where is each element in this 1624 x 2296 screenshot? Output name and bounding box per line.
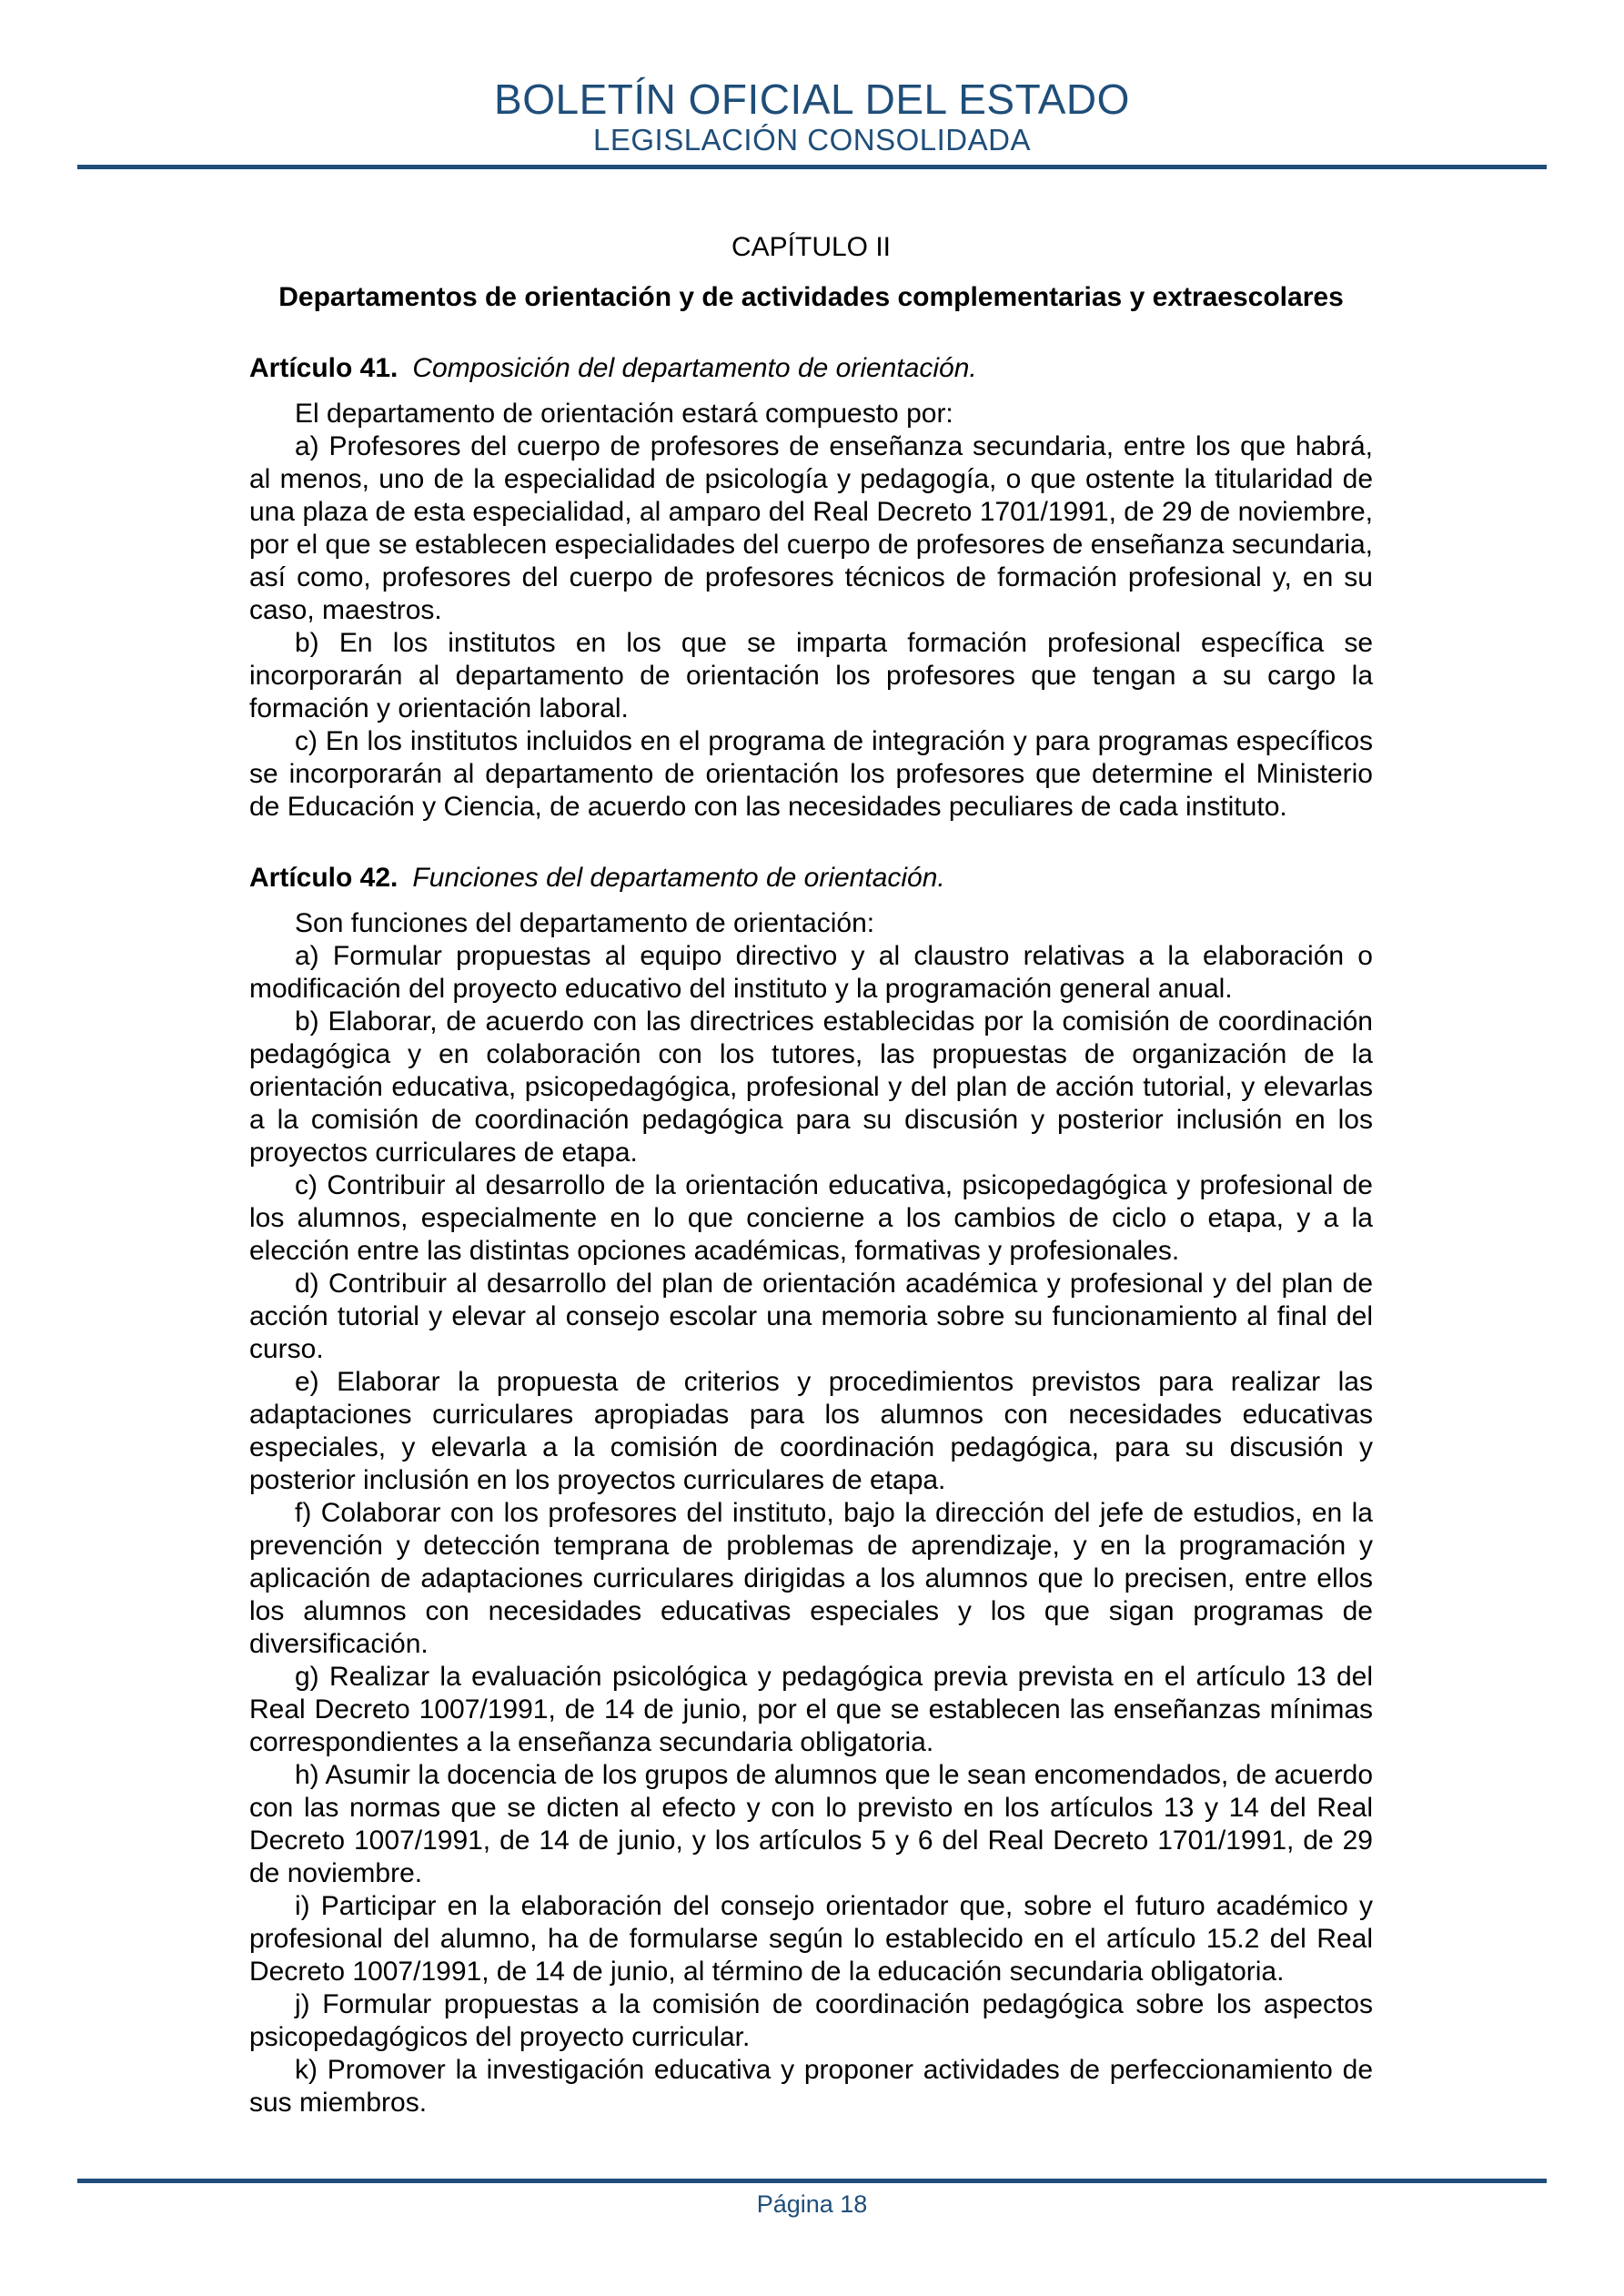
- article-paragraph: h) Asumir la docencia de los grupos de alumnos que le sean encomendados, de acuerdo con las normas que se dicten al efecto y con lo previsto en los artículos 13 y 14 del Real Decreto 1007/1991, de 14 de junio, y los artículos 5 y 6 del Real Decreto 1701/1991, de 29 de noviembre.: [249, 1760, 1373, 1888]
- article-42: [249, 862, 1373, 2119]
- article-number: Artículo 41.: [249, 353, 398, 383]
- article-paragraph: k) Promover la investigación educativa y proponer actividades de perfeccionamiento de sus miembros.: [249, 2055, 1373, 2118]
- article-paragraph: a) Profesores del cuerpo de profesores de enseñanza secundaria, entre los que habrá, al menos, uno de la especialidad de psicología y pedagogía, o que ostente la titularidad de una plaza de esta especialidad, al amparo del Real Decreto 1701/1991, de 29 de noviembre, por el que se establecen especialidades del cuerpo de profesores de enseñanza secundaria, así como, profesores del cuerpo de profesores técnicos de formación profesional y, en su caso, maestros.: [249, 431, 1373, 625]
- article-paragraph: g) Realizar la evaluación psicológica y pedagógica previa prevista en el artículo 13 del Real Decreto 1007/1991, de 14 de junio, por el que se establecen las enseñanzas mínimas correspondientes a la enseñanza secundaria obligatoria.: [249, 1662, 1373, 1757]
- article-heading: [249, 352, 1373, 385]
- article-paragraph: b) En los institutos en los que se imparta formación profesional específica se incorporarán al departamento de orientación los profesores que tengan a su cargo la formación y orientación laboral.: [249, 628, 1373, 723]
- document-body: [249, 231, 1373, 2119]
- article-paragraph: c) En los institutos incluidos en el programa de integración y para programas específicos se incorporarán al departamento de orientación los profesores que determine el Ministerio de Educación y Ciencia, de acuerdo con las necesidades peculiares de cada instituto.: [249, 726, 1373, 822]
- page-number: Página 18: [756, 2190, 868, 2218]
- article-title: Funciones del departamento de orientación.: [412, 863, 945, 893]
- article-heading: [249, 862, 1373, 895]
- article-paragraph: f) Colaborar con los profesores del instituto, bajo la dirección del jefe de estudios, en la prevención y detección temprana de problemas de aprendizaje, y en la programación y aplicación de adaptaciones curriculares dirigidas a los alumnos que lo precisen, entre ellos los alumnos con necesidades educativas especiales y los que sigan programas de diversificación.: [249, 1498, 1373, 1659]
- boe-masthead-title: BOLETÍN OFICIAL DEL ESTADO: [494, 76, 1130, 123]
- article-41: [249, 352, 1373, 824]
- chapter-title: Departamentos de orientación y de actividades complementarias y extraescolares: [278, 282, 1344, 312]
- document-header: [0, 0, 1624, 155]
- article-paragraph: i) Participar en la elaboración del consejo orientador que, sobre el futuro académico y profesional del alumno, ha de formularse según lo establecido en el artículo 15.2 del Real Decreto 1007/1991, de 14 de junio, al término de la educación secundaria obligatoria.: [249, 1891, 1373, 1987]
- article-paragraph: b) Elaborar, de acuerdo con las directrices establecidas por la comisión de coordinación pedagógica y en colaboración con los tutores, las propuestas de organización de la orientación educativa, psicopedagógica, profesional y del plan de acción tutorial, y elevarlas a la comisión de coordinación pedagógica para su discusión y posterior inclusión en los proyectos curriculares de etapa.: [249, 1006, 1373, 1168]
- article-paragraph: d) Contribuir al desarrollo del plan de orientación académica y profesional y del plan de acción tutorial y elevar al consejo escolar una memoria sobre su funcionamiento al final del curso.: [249, 1269, 1373, 1364]
- article-paragraph: El departamento de orientación estará compuesto por:: [295, 399, 953, 429]
- article-title: Composición del departamento de orientación.: [412, 353, 977, 383]
- footer-divider-rule: [77, 2179, 1547, 2183]
- boe-masthead-subtitle: LEGISLACIÓN CONSOLIDADA: [593, 123, 1031, 157]
- article-paragraph: e) Elaborar la propuesta de criterios y procedimientos previstos para realizar las adaptaciones curriculares apropiadas para los alumnos con necesidades educativas especiales, y elevarla a la comisión de coordinación pedagógica, para su discusión y posterior inclusión en los proyectos curriculares de etapa.: [249, 1367, 1373, 1495]
- chapter-label: CAPÍTULO II: [731, 232, 892, 262]
- article-paragraph: a) Formular propuestas al equipo directivo y al claustro relativas a la elaboración o modificación del proyecto educativo del instituto y la programación general anual.: [249, 941, 1373, 1004]
- document-footer: [0, 2179, 1624, 2217]
- article-paragraph: Son funciones del departamento de orientación:: [295, 908, 875, 938]
- header-divider-rule: [77, 165, 1547, 169]
- article-paragraph: c) Contribuir al desarrollo de la orientación educativa, psicopedagógica y profesional de los alumnos, especialmente en lo que concierne a los cambios de ciclo o etapa, y a la elección entre las distintas opciones académicas, formativas y profesionales.: [249, 1170, 1373, 1266]
- article-paragraph: j) Formular propuestas a la comisión de coordinación pedagógica sobre los aspectos psicopedagógicos del proyecto curricular.: [249, 1989, 1373, 2052]
- article-number: Artículo 42.: [249, 863, 398, 893]
